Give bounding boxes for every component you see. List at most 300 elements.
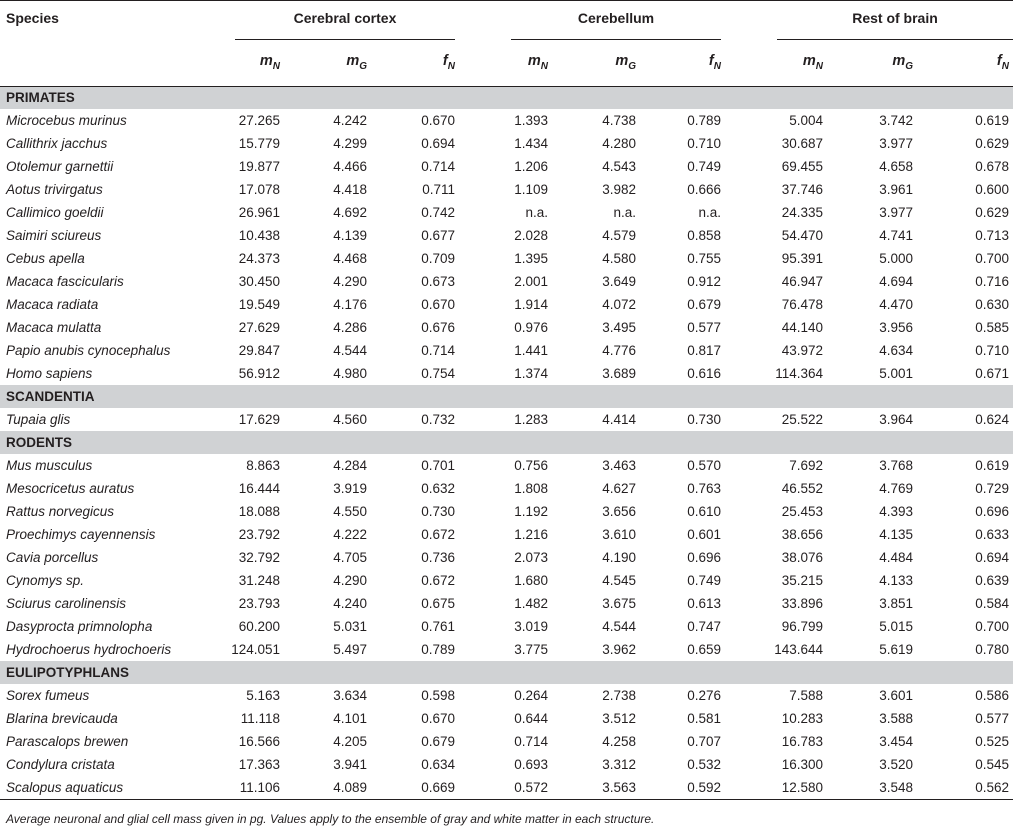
species-name: Macaca fascicularis [6, 274, 124, 289]
value-cell: 3.495 [602, 320, 636, 335]
species-name: Microcebus murinus [6, 113, 127, 128]
table-row [0, 132, 1013, 155]
value-cell: 3.775 [514, 642, 548, 657]
species-name: Cynomys sp. [6, 573, 85, 588]
value-cell: 43.972 [781, 343, 823, 358]
value-cell: 3.982 [602, 182, 636, 197]
species-name: Hydrochoerus hydrochoeris [6, 642, 172, 657]
value-cell: 1.808 [514, 481, 548, 496]
species-name: Aotus trivirgatus [6, 182, 103, 197]
table-row [0, 638, 1013, 661]
value-cell: 0.710 [975, 343, 1009, 358]
species-name: Otolemur garnettii [6, 159, 114, 174]
value-cell: 27.265 [238, 113, 280, 128]
value-cell: 25.453 [781, 504, 823, 519]
table-row [0, 454, 1013, 477]
species-name: Mesocricetus auratus [6, 481, 135, 496]
value-cell: 0.713 [975, 228, 1009, 243]
value-cell: 0.754 [421, 366, 455, 381]
table-row [0, 546, 1013, 569]
value-cell: 114.364 [775, 366, 823, 381]
value-cell: 5.001 [879, 366, 913, 381]
value-cell: 4.089 [284, 776, 371, 799]
table-row [0, 684, 1013, 707]
species-name: Papio anubis cynocephalus [6, 343, 171, 358]
value-cell: 5.015 [879, 619, 913, 634]
value-cell: 3.977 [879, 136, 913, 151]
value-cell: 4.222 [333, 527, 367, 542]
table-row [0, 201, 1013, 224]
value-cell: 0.581 [687, 711, 721, 726]
value-cell: 3.961 [879, 182, 913, 197]
value-cell: 29.847 [238, 343, 280, 358]
value-cell: 0.679 [687, 297, 721, 312]
value-cell: 2.001 [514, 274, 548, 289]
value-cell: 1.109 [514, 182, 548, 197]
value-cell: 0.670 [421, 711, 455, 726]
table-row [0, 362, 1013, 385]
value-cell: 7.588 [789, 688, 823, 703]
value-cell: 3.964 [879, 412, 913, 427]
value-cell: 0.600 [975, 182, 1009, 197]
value-cell: 16.300 [781, 757, 823, 772]
value-cell: 4.544 [602, 619, 636, 634]
table-row [0, 569, 1013, 592]
value-cell: 1.482 [514, 596, 548, 611]
value-cell: 0.755 [687, 251, 721, 266]
value-cell: 15.779 [238, 136, 280, 151]
value-cell: 0.730 [421, 504, 455, 519]
table-row [0, 247, 1013, 270]
value-cell: 4.190 [602, 550, 636, 565]
value-cell: 0.678 [975, 159, 1009, 174]
value-cell: 3.312 [602, 757, 636, 772]
value-cell: 2.073 [514, 550, 548, 565]
value-cell: 0.709 [421, 251, 455, 266]
value-cell: 4.101 [333, 711, 367, 726]
value-cell: 3.610 [602, 527, 636, 542]
value-cell: 0.675 [421, 596, 455, 611]
value-cell: 33.896 [781, 596, 823, 611]
group-label: PRIMATES [0, 86, 1013, 109]
value-cell: 0.761 [421, 619, 455, 634]
value-cell: 0.613 [687, 596, 721, 611]
value-cell: 0.676 [421, 320, 455, 335]
value-cell: 0.601 [687, 527, 721, 542]
cerebral-cortex-header [205, 1, 463, 41]
value-cell: 37.746 [781, 182, 823, 197]
rest-mg-header: $m_G$ [827, 40, 917, 86]
value-cell: 16.444 [238, 481, 280, 496]
value-cell: 0.671 [975, 366, 1009, 381]
species-name: Dasyprocta primnolopha [6, 619, 153, 634]
value-cell: 3.941 [333, 757, 367, 772]
value-cell: 27.629 [238, 320, 280, 335]
value-cell: 3.962 [602, 642, 636, 657]
value-cell: 0.610 [687, 504, 721, 519]
value-cell: 0.729 [975, 481, 1009, 496]
value-cell: 44.140 [781, 320, 823, 335]
table-row [0, 408, 1013, 431]
value-cell: 0.639 [975, 573, 1009, 588]
value-cell: 0.763 [687, 481, 721, 496]
value-cell: 0.693 [514, 757, 548, 772]
value-cell: 0.619 [975, 113, 1009, 128]
value-cell: 46.552 [781, 481, 823, 496]
value-cell: 3.601 [879, 688, 913, 703]
value-cell: 0.659 [687, 642, 721, 657]
species-subheader-blank [0, 40, 205, 86]
value-cell: 3.649 [602, 274, 636, 289]
value-cell: 0.694 [421, 136, 455, 151]
value-cell: 54.470 [781, 228, 823, 243]
value-cell: 4.694 [879, 274, 913, 289]
value-cell: 0.577 [687, 320, 721, 335]
value-cell: 3.520 [879, 757, 913, 772]
value-cell: 4.205 [333, 734, 367, 749]
value-cell: 46.947 [781, 274, 823, 289]
value-cell: 0.747 [687, 619, 721, 634]
value-cell: 3.675 [602, 596, 636, 611]
group-row-scandentia [0, 385, 1013, 408]
value-cell: 4.470 [879, 297, 913, 312]
value-cell: 0.730 [687, 412, 721, 427]
value-cell: 8.863 [246, 458, 280, 473]
value-cell: 3.656 [602, 504, 636, 519]
value-cell: 0.789 [421, 642, 455, 657]
value-cell: 4.466 [333, 159, 367, 174]
value-cell: 4.139 [333, 228, 367, 243]
value-cell: 0.264 [514, 688, 548, 703]
table-row [0, 155, 1013, 178]
group-label: RODENTS [0, 431, 1013, 454]
value-cell: 60.200 [238, 619, 280, 634]
value-cell: 0.696 [687, 550, 721, 565]
value-cell: 30.687 [781, 136, 823, 151]
value-cell: 0.716 [975, 274, 1009, 289]
value-cell: 0.677 [421, 228, 455, 243]
value-cell: 0.714 [421, 159, 455, 174]
table-row [0, 316, 1013, 339]
value-cell: 3.588 [879, 711, 913, 726]
value-cell: 4.580 [602, 251, 636, 266]
value-cell: 0.696 [975, 504, 1009, 519]
value-cell: 0.711 [422, 182, 455, 197]
species-name: Blarina brevicauda [6, 711, 118, 726]
group-label: SCANDENTIA [0, 385, 1013, 408]
value-cell: 4.579 [602, 228, 636, 243]
value-cell: 4.414 [602, 412, 636, 427]
species-name: Cebus apella [6, 251, 85, 266]
table-row [0, 753, 1013, 776]
table-row [0, 270, 1013, 293]
value-cell: 95.391 [781, 251, 823, 266]
value-cell: 4.776 [602, 343, 636, 358]
value-cell: 2.738 [602, 688, 636, 703]
value-cell: 0.276 [687, 688, 721, 703]
cerebellum-fn-header: $f_N$ [640, 40, 729, 86]
value-cell: 4.290 [333, 573, 367, 588]
value-cell: 4.627 [602, 481, 636, 496]
table-row [0, 293, 1013, 316]
value-cell: 0.700 [975, 251, 1009, 266]
species-name: Callithrix jacchus [6, 136, 108, 151]
value-cell: 0.585 [975, 320, 1009, 335]
species-name: Scalopus aquaticus [0, 776, 205, 799]
table-row [0, 523, 1013, 546]
value-cell: 4.258 [602, 734, 636, 749]
value-cell: 0.701 [421, 458, 455, 473]
value-cell: 4.135 [879, 527, 913, 542]
table-row [0, 339, 1013, 362]
value-cell: 0.817 [687, 343, 721, 358]
value-cell: 4.705 [333, 550, 367, 565]
value-cell: 26.961 [238, 205, 280, 220]
value-cell: 12.580 [729, 776, 827, 799]
value-cell: 4.769 [879, 481, 913, 496]
cerebellum-label: Cerebellum [511, 10, 721, 40]
value-cell: 124.051 [231, 642, 280, 657]
value-cell: 17.629 [238, 412, 280, 427]
value-cell: 0.629 [975, 205, 1009, 220]
value-cell: 0.749 [687, 573, 721, 588]
value-cell: 4.280 [602, 136, 636, 151]
group-label: EULIPOTYPHLANS [0, 661, 1013, 684]
value-cell: 0.749 [687, 159, 721, 174]
value-cell: 1.914 [514, 297, 548, 312]
rest-mn-header: $m_N$ [729, 40, 827, 86]
value-cell: 10.283 [781, 711, 823, 726]
table-body [0, 86, 1013, 799]
value-cell: 4.741 [879, 228, 913, 243]
value-cell: 4.543 [602, 159, 636, 174]
value-cell: 0.670 [421, 297, 455, 312]
species-name: Condylura cristata [6, 757, 115, 772]
value-cell: n.a. [613, 205, 636, 220]
value-cell: 0.630 [975, 297, 1009, 312]
species-name: Mus musculus [6, 458, 93, 473]
table-row [0, 178, 1013, 201]
value-cell: 0.634 [421, 757, 455, 772]
value-cell: 0.780 [975, 642, 1009, 657]
value-cell: 0.624 [975, 412, 1009, 427]
value-cell: 3.512 [602, 711, 636, 726]
value-cell: 0.714 [421, 343, 455, 358]
value-cell: 4.980 [333, 366, 367, 381]
value-cell: 11.118 [240, 711, 280, 726]
value-cell: 1.441 [514, 343, 548, 358]
cortex-fn-header: $f_N$ [371, 40, 463, 86]
table-row [0, 224, 1013, 247]
value-cell: 3.463 [602, 458, 636, 473]
value-cell: 4.393 [879, 504, 913, 519]
value-cell: 4.242 [333, 113, 367, 128]
value-cell: 3.768 [879, 458, 913, 473]
value-cell: 0.666 [687, 182, 721, 197]
table-row [0, 730, 1013, 753]
value-cell: 4.658 [879, 159, 913, 174]
value-cell: 69.455 [781, 159, 823, 174]
group-row-eulipotyphlans [0, 661, 1013, 684]
value-cell: 3.977 [879, 205, 913, 220]
value-cell: 0.679 [421, 734, 455, 749]
table-row [0, 477, 1013, 500]
value-cell: 19.877 [238, 159, 280, 174]
value-cell: 4.299 [333, 136, 367, 151]
value-cell: 4.545 [602, 573, 636, 588]
value-cell: 4.286 [333, 320, 367, 335]
value-cell: 3.689 [602, 366, 636, 381]
value-cell: 0.673 [421, 274, 455, 289]
species-name: Tupaia glis [6, 412, 71, 427]
value-cell: 0.710 [687, 136, 721, 151]
cortex-mn-header: $m_N$ [205, 40, 284, 86]
value-cell: 38.076 [781, 550, 823, 565]
value-cell: 4.176 [333, 297, 367, 312]
group-row-rodents [0, 431, 1013, 454]
cerebellum-mg-header: $m_G$ [552, 40, 640, 86]
value-cell: 4.484 [879, 550, 913, 565]
value-cell: 0.532 [687, 757, 721, 772]
value-cell: 4.290 [333, 274, 367, 289]
value-cell: n.a. [525, 205, 548, 220]
value-cell: 0.577 [975, 711, 1009, 726]
cerebellum-mn-header: $m_N$ [463, 40, 552, 86]
value-cell: 5.163 [246, 688, 280, 703]
table-row [0, 592, 1013, 615]
value-cell: 4.418 [333, 182, 367, 197]
value-cell: 3.019 [514, 619, 548, 634]
value-cell: 0.742 [421, 205, 455, 220]
value-cell: 19.549 [238, 297, 280, 312]
value-cell: 32.792 [238, 550, 280, 565]
value-cell: 24.373 [238, 251, 280, 266]
value-cell: 4.544 [333, 343, 367, 358]
value-cell: 3.851 [879, 596, 913, 611]
value-cell: 7.692 [789, 458, 823, 473]
value-cell: 5.031 [333, 619, 367, 634]
value-cell: 16.783 [781, 734, 823, 749]
species-name: Cavia porcellus [6, 550, 99, 565]
value-cell: 0.858 [687, 228, 721, 243]
value-cell: 24.335 [781, 205, 823, 220]
value-cell: 1.283 [514, 412, 548, 427]
value-cell: 1.395 [514, 251, 548, 266]
value-cell: 3.548 [827, 776, 917, 799]
value-cell: 4.692 [333, 205, 367, 220]
value-cell: 1.434 [514, 136, 548, 151]
table-row [0, 615, 1013, 638]
value-cell: 5.497 [333, 642, 367, 657]
value-cell: 0.669 [371, 776, 463, 799]
value-cell: 11.106 [205, 776, 284, 799]
cortex-mg-header: $m_G$ [284, 40, 371, 86]
value-cell: 0.570 [687, 458, 721, 473]
value-cell: 30.450 [238, 274, 280, 289]
value-cell: 1.393 [514, 113, 548, 128]
value-cell: 3.454 [879, 734, 913, 749]
value-cell: 0.586 [975, 688, 1009, 703]
value-cell: 3.634 [333, 688, 367, 703]
table-footnote: Average neuronal and glial cell mass given in pg. Values apply to the ensemble of gray and white matter in each structure. [6, 812, 655, 826]
value-cell: 0.562 [917, 776, 1013, 799]
value-cell: 5.000 [879, 251, 913, 266]
value-cell: 0.756 [514, 458, 548, 473]
species-name: Parascalops brewen [6, 734, 129, 749]
value-cell: 4.550 [333, 504, 367, 519]
group-row-primates [0, 86, 1013, 109]
value-cell: 0.732 [421, 412, 455, 427]
species-name: Macaca radiata [6, 297, 99, 312]
value-cell: 0.736 [421, 550, 455, 565]
value-cell: 0.700 [975, 619, 1009, 634]
value-cell: 18.088 [238, 504, 280, 519]
value-cell: 23.792 [238, 527, 280, 542]
value-cell: 2.028 [514, 228, 548, 243]
value-cell: 3.742 [879, 113, 913, 128]
value-cell: 0.633 [975, 527, 1009, 542]
value-cell: 0.545 [975, 757, 1009, 772]
value-cell: 4.468 [333, 251, 367, 266]
value-cell: 4.738 [602, 113, 636, 128]
value-cell: 0.632 [421, 481, 455, 496]
value-cell: n.a. [698, 205, 721, 220]
value-cell: 10.438 [238, 228, 280, 243]
value-cell: 4.072 [602, 297, 636, 312]
species-name: Rattus norvegicus [6, 504, 115, 519]
value-cell: 0.598 [421, 688, 455, 703]
value-cell: 16.566 [238, 734, 280, 749]
value-cell: 4.560 [333, 412, 367, 427]
species-name: Callimico goeldii [6, 205, 104, 220]
value-cell: 0.789 [687, 113, 721, 128]
species-name: Sorex fumeus [6, 688, 90, 703]
value-cell: 0.644 [514, 711, 548, 726]
value-cell: 1.374 [514, 366, 548, 381]
value-cell: 3.956 [879, 320, 913, 335]
value-cell: 3.563 [552, 776, 640, 799]
value-cell: 56.912 [238, 366, 280, 381]
value-cell: 0.912 [687, 274, 721, 289]
value-cell: 5.004 [789, 113, 823, 128]
table-row [0, 707, 1013, 730]
value-cell: 4.284 [333, 458, 367, 473]
value-cell: 17.363 [238, 757, 280, 772]
value-cell: 1.216 [514, 527, 548, 542]
value-cell: 0.714 [514, 734, 548, 749]
value-cell: 0.629 [975, 136, 1009, 151]
cerebral-cortex-label: Cerebral cortex [235, 10, 455, 40]
value-cell: 17.078 [238, 182, 280, 197]
value-cell: 4.133 [879, 573, 913, 588]
value-cell: 0.670 [421, 113, 455, 128]
species-name: Homo sapiens [6, 366, 93, 381]
table-row [0, 500, 1013, 523]
cerebellum-header [463, 1, 729, 41]
value-cell: 3.919 [333, 481, 367, 496]
rest-of-brain-header [729, 1, 1013, 41]
value-cell: 1.192 [514, 504, 548, 519]
species-name: Macaca mulatta [6, 320, 102, 335]
value-cell: 143.644 [774, 642, 823, 657]
species-name: Proechimys cayennensis [6, 527, 156, 542]
value-cell: 96.799 [781, 619, 823, 634]
value-cell: 0.616 [687, 366, 721, 381]
value-cell: 0.707 [687, 734, 721, 749]
value-cell: 1.680 [514, 573, 548, 588]
value-cell: 0.672 [421, 573, 455, 588]
value-cell: 5.619 [879, 642, 913, 657]
